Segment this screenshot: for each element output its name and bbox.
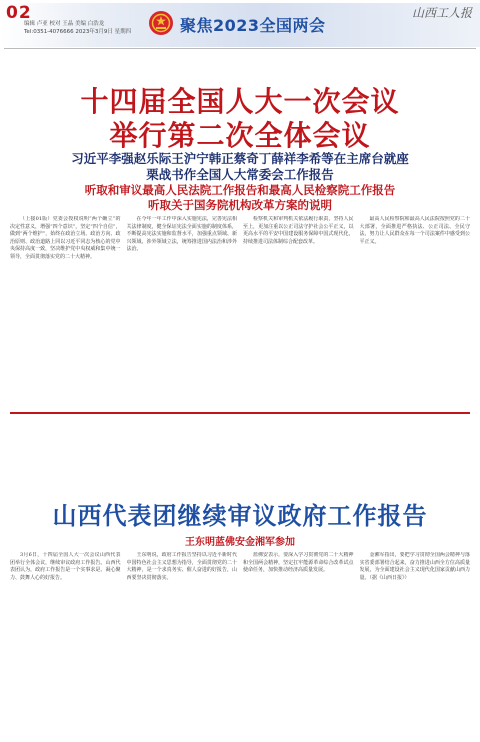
article1-paragraph: 在今年一年工作中深入实施宪法，完善宪法相关法律制度，健全保证宪法全面实施的制度体系，不断提高宪法实施和监督水平，加强重点领域、新兴领域、涉外领域立法，统筹推进国内法治和涉外法治。 — [126, 216, 237, 253]
subhead-court-report: 听取和审议最高人民法院工作报告和最高人民检察院工作报告 — [84, 183, 396, 197]
article2-column — [360, 552, 471, 736]
article2-headline: 山西代表团继续审议政府工作报告 — [52, 502, 428, 530]
article1-body — [10, 216, 470, 406]
article1-paragraph: （上接01版）党委会授权说明“两个确立”的决定性意义，增强“四个意识”，坚定“四个自信”，做到“两个维护”，始终在政治立场、政治方向、政治原则、政治道路上同以习近平同志为核心的党中央保持高度一致，坚决维护党中央权威和集中统一领导，全面贯彻落实党的二十大精神。 — [10, 216, 121, 260]
page-header — [0, 0, 480, 50]
editor-line: 编辑 卢亚 校对 王晶 美编 白浩龙 — [24, 21, 105, 27]
article1-column — [243, 216, 354, 406]
article2-paragraph: 3月6日，十四届全国人大一次会议山西代表团举行全体会议，继续审议政府工作报告。山西代表团认为，政府工作报告是一个实事求是、凝心聚力、鼓舞人心的好报告。 — [10, 552, 121, 581]
headline-line-1: 十四届全国人大一次会议 — [80, 85, 400, 118]
article1-column — [360, 216, 471, 406]
article1-column — [10, 216, 121, 406]
section-title: 聚焦2023全国两会 — [180, 16, 326, 35]
article2-body — [10, 552, 470, 736]
article2-paragraph: 金湘军指出，要把学习贯彻全国两会精神与落实省委部署结合起来，奋力推进山西全方位高质量发展，为全面建设社会主义现代化国家贡献山西力量。（据《山西日报》） — [359, 552, 470, 581]
article1-column — [127, 216, 238, 406]
editor-info — [24, 20, 144, 36]
article2-byline: 王东明蓝佛安金湘军参加 — [185, 537, 295, 548]
article2-column — [127, 552, 238, 736]
article2-paragraph: 蓝佛安表示，要深入学习贯彻党的二十大精神和全国两会精神，坚定扛牢能源革命综合改革试点使命任务，加快推动经济高质量发展。 — [243, 552, 354, 574]
article1-paragraph: 检察机关和审判机关依法履行职责，坚持人民至上，更加注重以公正司法守护社会公平正义，以更高水平的平安中国建设服务保障中国式现代化，持续推进司法体制综合配套改革。 — [243, 216, 354, 245]
article1-paragraph: 最高人民检察院和最高人民法院按照党的二十大部署，全面推进严格执法、公正司法、全民守法，努力让人民群众在每一个司法案件中感受到公平正义。 — [359, 216, 470, 245]
header-rule — [4, 48, 476, 49]
subhead-reform-plan: 听取关于国务院机构改革方案的说明 — [148, 198, 332, 212]
newspaper-masthead: 山西工人报 — [411, 6, 472, 20]
page-number: 02 — [6, 3, 32, 23]
article2-column — [10, 552, 121, 736]
contact-date-line: Tel:0351-4076666 2023年3月9日 星期四 — [24, 29, 132, 35]
headline-line-2: 举行第二次全体会议 — [109, 119, 371, 152]
article2-paragraph: 王东明说，政府工作报告坚持以习近平新时代中国特色社会主义思想为指导，全面贯彻党的二十大精神，是一个求真务实、催人奋进的好报告，山西要坚决贯彻落实。 — [126, 552, 237, 581]
subhead-report: 栗战书作全国人大常委会工作报告 — [146, 167, 334, 182]
national-emblem-icon — [148, 10, 174, 36]
subhead-leaders: 习近平李强赵乐际王沪宁韩正蔡奇丁薛祥李希等在主席台就座 — [71, 151, 409, 166]
section-divider — [10, 412, 470, 414]
article2-column — [243, 552, 354, 736]
